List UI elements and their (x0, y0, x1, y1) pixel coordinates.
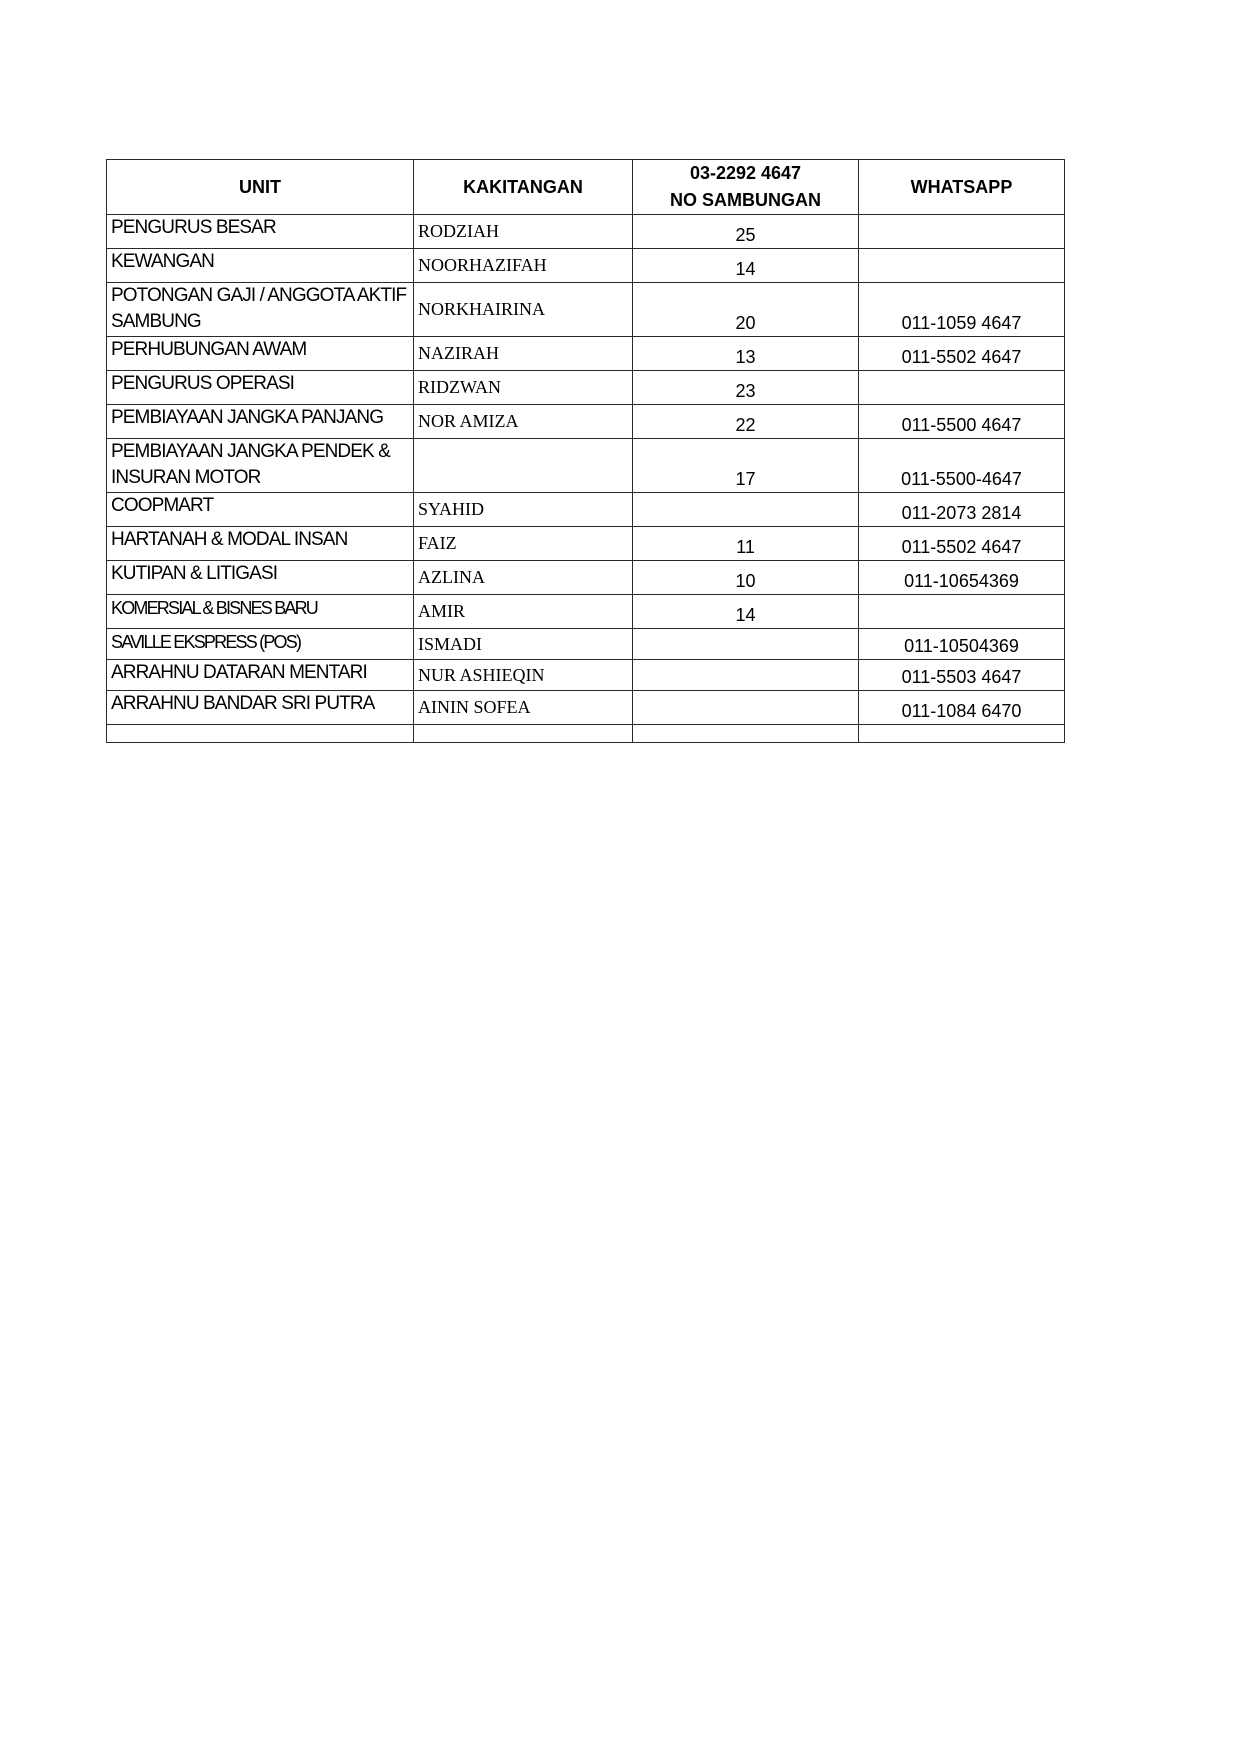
cell-unit: PERHUBUNGAN AWAM (107, 337, 414, 371)
table-row (107, 527, 1065, 561)
cell-unit: PENGURUS OPERASI (107, 371, 414, 405)
table-row (107, 215, 1065, 249)
table-row (107, 371, 1065, 405)
cell-staff: ISMADI (414, 629, 633, 660)
cell-staff: NOORHAZIFAH (414, 249, 633, 283)
table-row (107, 561, 1065, 595)
header-extension-phone: 03-2292 4647 (689, 163, 802, 183)
table-row (107, 660, 1065, 691)
cell-staff: NOR AMIZA (414, 405, 633, 439)
contact-table (106, 159, 1065, 743)
cell-whatsapp: 011-5502 4647 (859, 527, 1065, 561)
cell-unit: ARRAHNU BANDAR SRI PUTRA (107, 691, 414, 725)
cell-whatsapp (859, 371, 1065, 405)
header-staff: KAKITANGAN (414, 160, 633, 215)
header-extension (633, 160, 859, 215)
cell-whatsapp: 011-1084 6470 (859, 691, 1065, 725)
cell-staff: RIDZWAN (414, 371, 633, 405)
cell-extension: 17 (633, 439, 859, 493)
cell-unit: PEMBIAYAAN JANGKA PANJANG (107, 405, 414, 439)
cell-staff: RODZIAH (414, 215, 633, 249)
cell-empty (414, 725, 633, 743)
cell-unit: SAVILLE EKSPRESS (POS) (107, 629, 414, 660)
cell-whatsapp: 011-10504369 (859, 629, 1065, 660)
cell-staff: SYAHID (414, 493, 633, 527)
cell-extension: 23 (633, 371, 859, 405)
table-row (107, 405, 1065, 439)
cell-extension: 14 (633, 249, 859, 283)
cell-whatsapp (859, 249, 1065, 283)
cell-empty (107, 725, 414, 743)
cell-empty (633, 725, 859, 743)
cell-extension (633, 660, 859, 691)
cell-whatsapp: 011-5502 4647 (859, 337, 1065, 371)
cell-staff (414, 439, 633, 493)
cell-extension (633, 493, 859, 527)
cell-staff: FAIZ (414, 527, 633, 561)
cell-whatsapp (859, 595, 1065, 629)
cell-extension: 14 (633, 595, 859, 629)
cell-whatsapp: 011-5500 4647 (859, 405, 1065, 439)
header-whatsapp: WHATSAPP (859, 160, 1065, 215)
cell-extension (633, 629, 859, 660)
cell-staff: NORKHAIRINA (414, 283, 633, 337)
cell-extension: 13 (633, 337, 859, 371)
table-row-empty (107, 725, 1065, 743)
cell-unit: PENGURUS BESAR (107, 215, 414, 249)
cell-unit: KUTIPAN & LITIGASI (107, 561, 414, 595)
cell-staff: AZLINA (414, 561, 633, 595)
table-row (107, 439, 1065, 493)
cell-whatsapp: 011-5503 4647 (859, 660, 1065, 691)
cell-whatsapp: 011-10654369 (859, 561, 1065, 595)
cell-unit: KEWANGAN (107, 249, 414, 283)
cell-unit: ARRAHNU DATARAN MENTARI (107, 660, 414, 691)
table-row (107, 595, 1065, 629)
cell-staff: NUR ASHIEQIN (414, 660, 633, 691)
table-row (107, 493, 1065, 527)
cell-extension: 20 (633, 283, 859, 337)
table-row (107, 629, 1065, 660)
table-row (107, 691, 1065, 725)
cell-unit: KOMERSIAL & BISNES BARU (107, 595, 414, 629)
header-extension-label: NO SAMBUNGAN (670, 190, 821, 210)
cell-staff: NAZIRAH (414, 337, 633, 371)
cell-whatsapp (859, 215, 1065, 249)
header-row (107, 160, 1065, 215)
cell-whatsapp: 011-1059 4647 (859, 283, 1065, 337)
cell-extension: 10 (633, 561, 859, 595)
cell-unit: HARTANAH & MODAL INSAN (107, 527, 414, 561)
cell-extension: 11 (633, 527, 859, 561)
cell-staff: AININ SOFEA (414, 691, 633, 725)
cell-empty (859, 725, 1065, 743)
cell-whatsapp: 011-2073 2814 (859, 493, 1065, 527)
table-row (107, 249, 1065, 283)
table-row (107, 283, 1065, 337)
cell-unit: COOPMART (107, 493, 414, 527)
directory-sheet (106, 159, 1065, 743)
cell-unit: POTONGAN GAJI / ANGGOTA AKTIF SAMBUNG (107, 283, 414, 337)
header-unit: UNIT (107, 160, 414, 215)
table-row (107, 337, 1065, 371)
cell-extension (633, 691, 859, 725)
cell-unit: PEMBIAYAAN JANGKA PENDEK & INSURAN MOTOR (107, 439, 414, 493)
cell-extension: 22 (633, 405, 859, 439)
cell-whatsapp: 011-5500-4647 (859, 439, 1065, 493)
cell-staff: AMIR (414, 595, 633, 629)
cell-extension: 25 (633, 215, 859, 249)
